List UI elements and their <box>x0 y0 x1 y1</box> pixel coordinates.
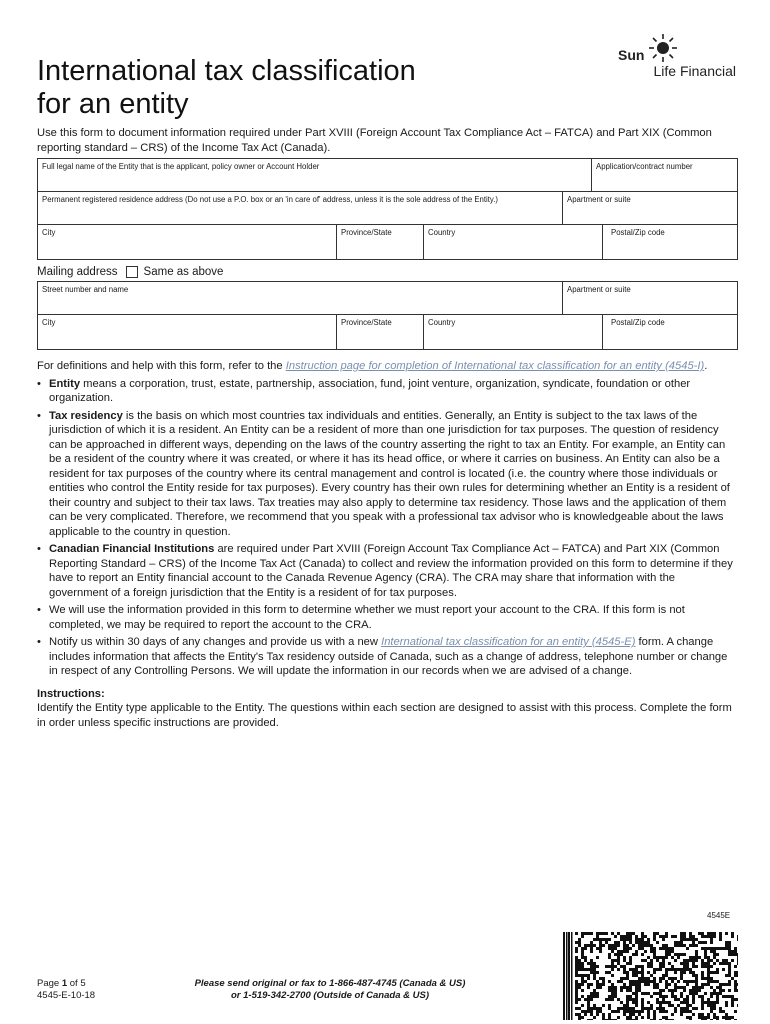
city-label: City <box>42 228 56 237</box>
postal-zip-field[interactable] <box>602 224 738 260</box>
notify-pre: Notify us within 30 days of any changes and provide us with a new <box>49 636 382 648</box>
apartment-suite-label: Apartment or suite <box>567 195 631 204</box>
mailing-apartment-suite-field[interactable] <box>562 281 738 315</box>
bullet-notify <box>37 635 737 679</box>
country-field[interactable] <box>423 224 603 260</box>
bullet-tax-residency <box>37 409 737 540</box>
send-line-2: or 1-519-342-2700 (Outside of Canada & US) <box>231 990 429 1001</box>
logo-life-financial-text: Life Financial <box>653 63 736 79</box>
page-number <box>37 978 95 990</box>
bullet-text: is the basis on which most countries tax individuals and entities. Generally, an Entity is subject to the tax laws of the jurisdiction of which it is a resident. An Entity can be a resident of more than one jurisdiction for tax purposes. The question of residency can be approached in different ways, depending on the laws of the country asserting the right to tax an Entity. For example, an Entity can be a resident of the country where it was created, or where it has its head office, or where it carries on business. An Entity can also be a resident for tax purposes of the country where its central management and control is located (i.e. the country where those individuals or entities who control the Entity reside for tax purposes). Every country has their own rules for determining whether an Entity is a resident of their country and subject to their tax laws. Tax treaties may also apply to determine tax residency. Those laws and the application of them can be very complicated. Therefore, we recommend that you speak with a professional tax advisor who is knowledgeable about the laws applicable to the country in question. <box>49 409 730 538</box>
sun-life-logo <box>618 33 738 83</box>
mailing-postal-zip-label: Postal/Zip code <box>611 318 665 327</box>
mailing-province-state-field[interactable] <box>336 314 424 350</box>
instructions-heading: Instructions: <box>37 687 105 700</box>
footer-page-info <box>37 978 95 1002</box>
page-num: 1 <box>61 978 68 989</box>
definitions-lead-text: For definitions and help with this form, refer to the <box>37 360 283 372</box>
province-state-field[interactable] <box>336 224 424 260</box>
street-field[interactable] <box>37 281 563 315</box>
barcode-2d <box>563 932 738 1020</box>
form-4545e-link[interactable]: International tax classification for an entity (4545-E) <box>381 636 636 648</box>
mailing-country-label: Country <box>428 318 456 327</box>
bullet-entity <box>37 377 737 406</box>
full-legal-name-label: Full legal name of the Entity that is the applicant, policy owner or Account Holder <box>42 162 320 171</box>
street-label: Street number and name <box>42 285 129 294</box>
application-number-field[interactable] <box>591 158 738 192</box>
bullet-term: Entity <box>49 377 81 390</box>
page-prefix: Page <box>37 978 62 989</box>
mailing-address-label: Mailing address <box>37 266 118 278</box>
sun-logo-icon <box>648 33 678 63</box>
page-suffix: of 5 <box>67 978 86 989</box>
intro-text: Use this form to document information required under Part XVIII (Foreign Account Tax Compliance Act – FATCA) and Part XIX (Common reporting standard – CRS) of the Income Tax Act (Canada). <box>37 127 712 154</box>
postal-zip-label: Postal/Zip code <box>611 228 665 237</box>
definitions-lead-end: . <box>704 360 708 372</box>
mailing-postal-zip-field[interactable] <box>602 314 738 350</box>
bullet-text: We will use the information provided in this form to determine whether we must report your account to the CRA. If this form is not completed, we may be required to report the account to the CRA. <box>49 604 685 631</box>
logo-sun-text: Sun <box>618 47 645 63</box>
page-title <box>37 55 557 121</box>
bullet-text: are required under Part XVIII (Foreign Account Tax Compliance Act – FATCA) and Part XIX (Common Reporting Standard – CRS) of the Income Tax Act (Canada) to collect and review the information provided on this form to determine if they have to report an Entity financial account to the Canada Revenue Agency (CRA). The CRA may share that information with the government of a foreign jurisdiction that the Entity is a resident of for tax purposes. <box>49 543 733 599</box>
instructions-text: Identify the Entity type applicable to the Entity. The questions within each section are designed to assist with this process. Complete the form in order unless specific instructions are provided. <box>37 702 732 729</box>
form-code: 4545E <box>707 911 731 920</box>
mailing-country-field[interactable] <box>423 314 603 350</box>
country-label: Country <box>428 228 456 237</box>
city-field[interactable] <box>37 224 337 260</box>
bullet-canadian-fi <box>37 542 737 600</box>
bullet-term: Tax residency <box>49 409 123 422</box>
bullet-term: Canadian Financial Institutions <box>49 543 215 555</box>
send-line-1: Please send original or fax to 1-866-487-4745 (Canada & US) <box>194 978 466 989</box>
mailing-city-field[interactable] <box>37 314 337 350</box>
definitions-lead <box>37 359 737 374</box>
permanent-address-field[interactable] <box>37 191 563 225</box>
instruction-page-link[interactable]: Instruction page for completion of International tax classification for an entity (4545-I) <box>285 360 705 372</box>
full-legal-name-field[interactable] <box>37 158 592 192</box>
mailing-address-row <box>37 266 223 278</box>
definitions-section <box>37 359 737 730</box>
mailing-province-state-label: Province/State <box>341 318 392 327</box>
same-as-above-checkbox[interactable] <box>126 266 138 278</box>
mailing-apartment-suite-label: Apartment or suite <box>567 285 631 294</box>
same-as-above-label: Same as above <box>143 266 224 278</box>
province-state-label: Province/State <box>341 228 392 237</box>
permanent-address-label: Permanent registered residence address (Do not use a P.O. box or an 'in care of' address, unless it is the sole address of the Entity.) <box>42 195 499 204</box>
bullet-text: means a corporation, trust, estate, partnership, association, fund, joint venture, organization, syndicate, foundation or other organization. <box>49 377 691 404</box>
form-version: 4545-E-10-18 <box>37 990 96 1001</box>
title-line-2: for an entity <box>37 88 189 120</box>
apartment-suite-field[interactable] <box>562 191 738 225</box>
mailing-city-label: City <box>42 318 56 327</box>
notify-post: form. A change includes information that affects the Entity's Tax residency outside of Canada, such as a change of address, telephone number or change in respect of any Controlling Persons. We will update the information in our records when we are advised of a change. <box>49 636 728 677</box>
title-line-1: International tax classification <box>37 55 416 87</box>
application-number-label: Application/contract number <box>596 162 693 171</box>
send-instructions <box>180 978 480 1002</box>
bullet-report-cra <box>37 603 737 632</box>
